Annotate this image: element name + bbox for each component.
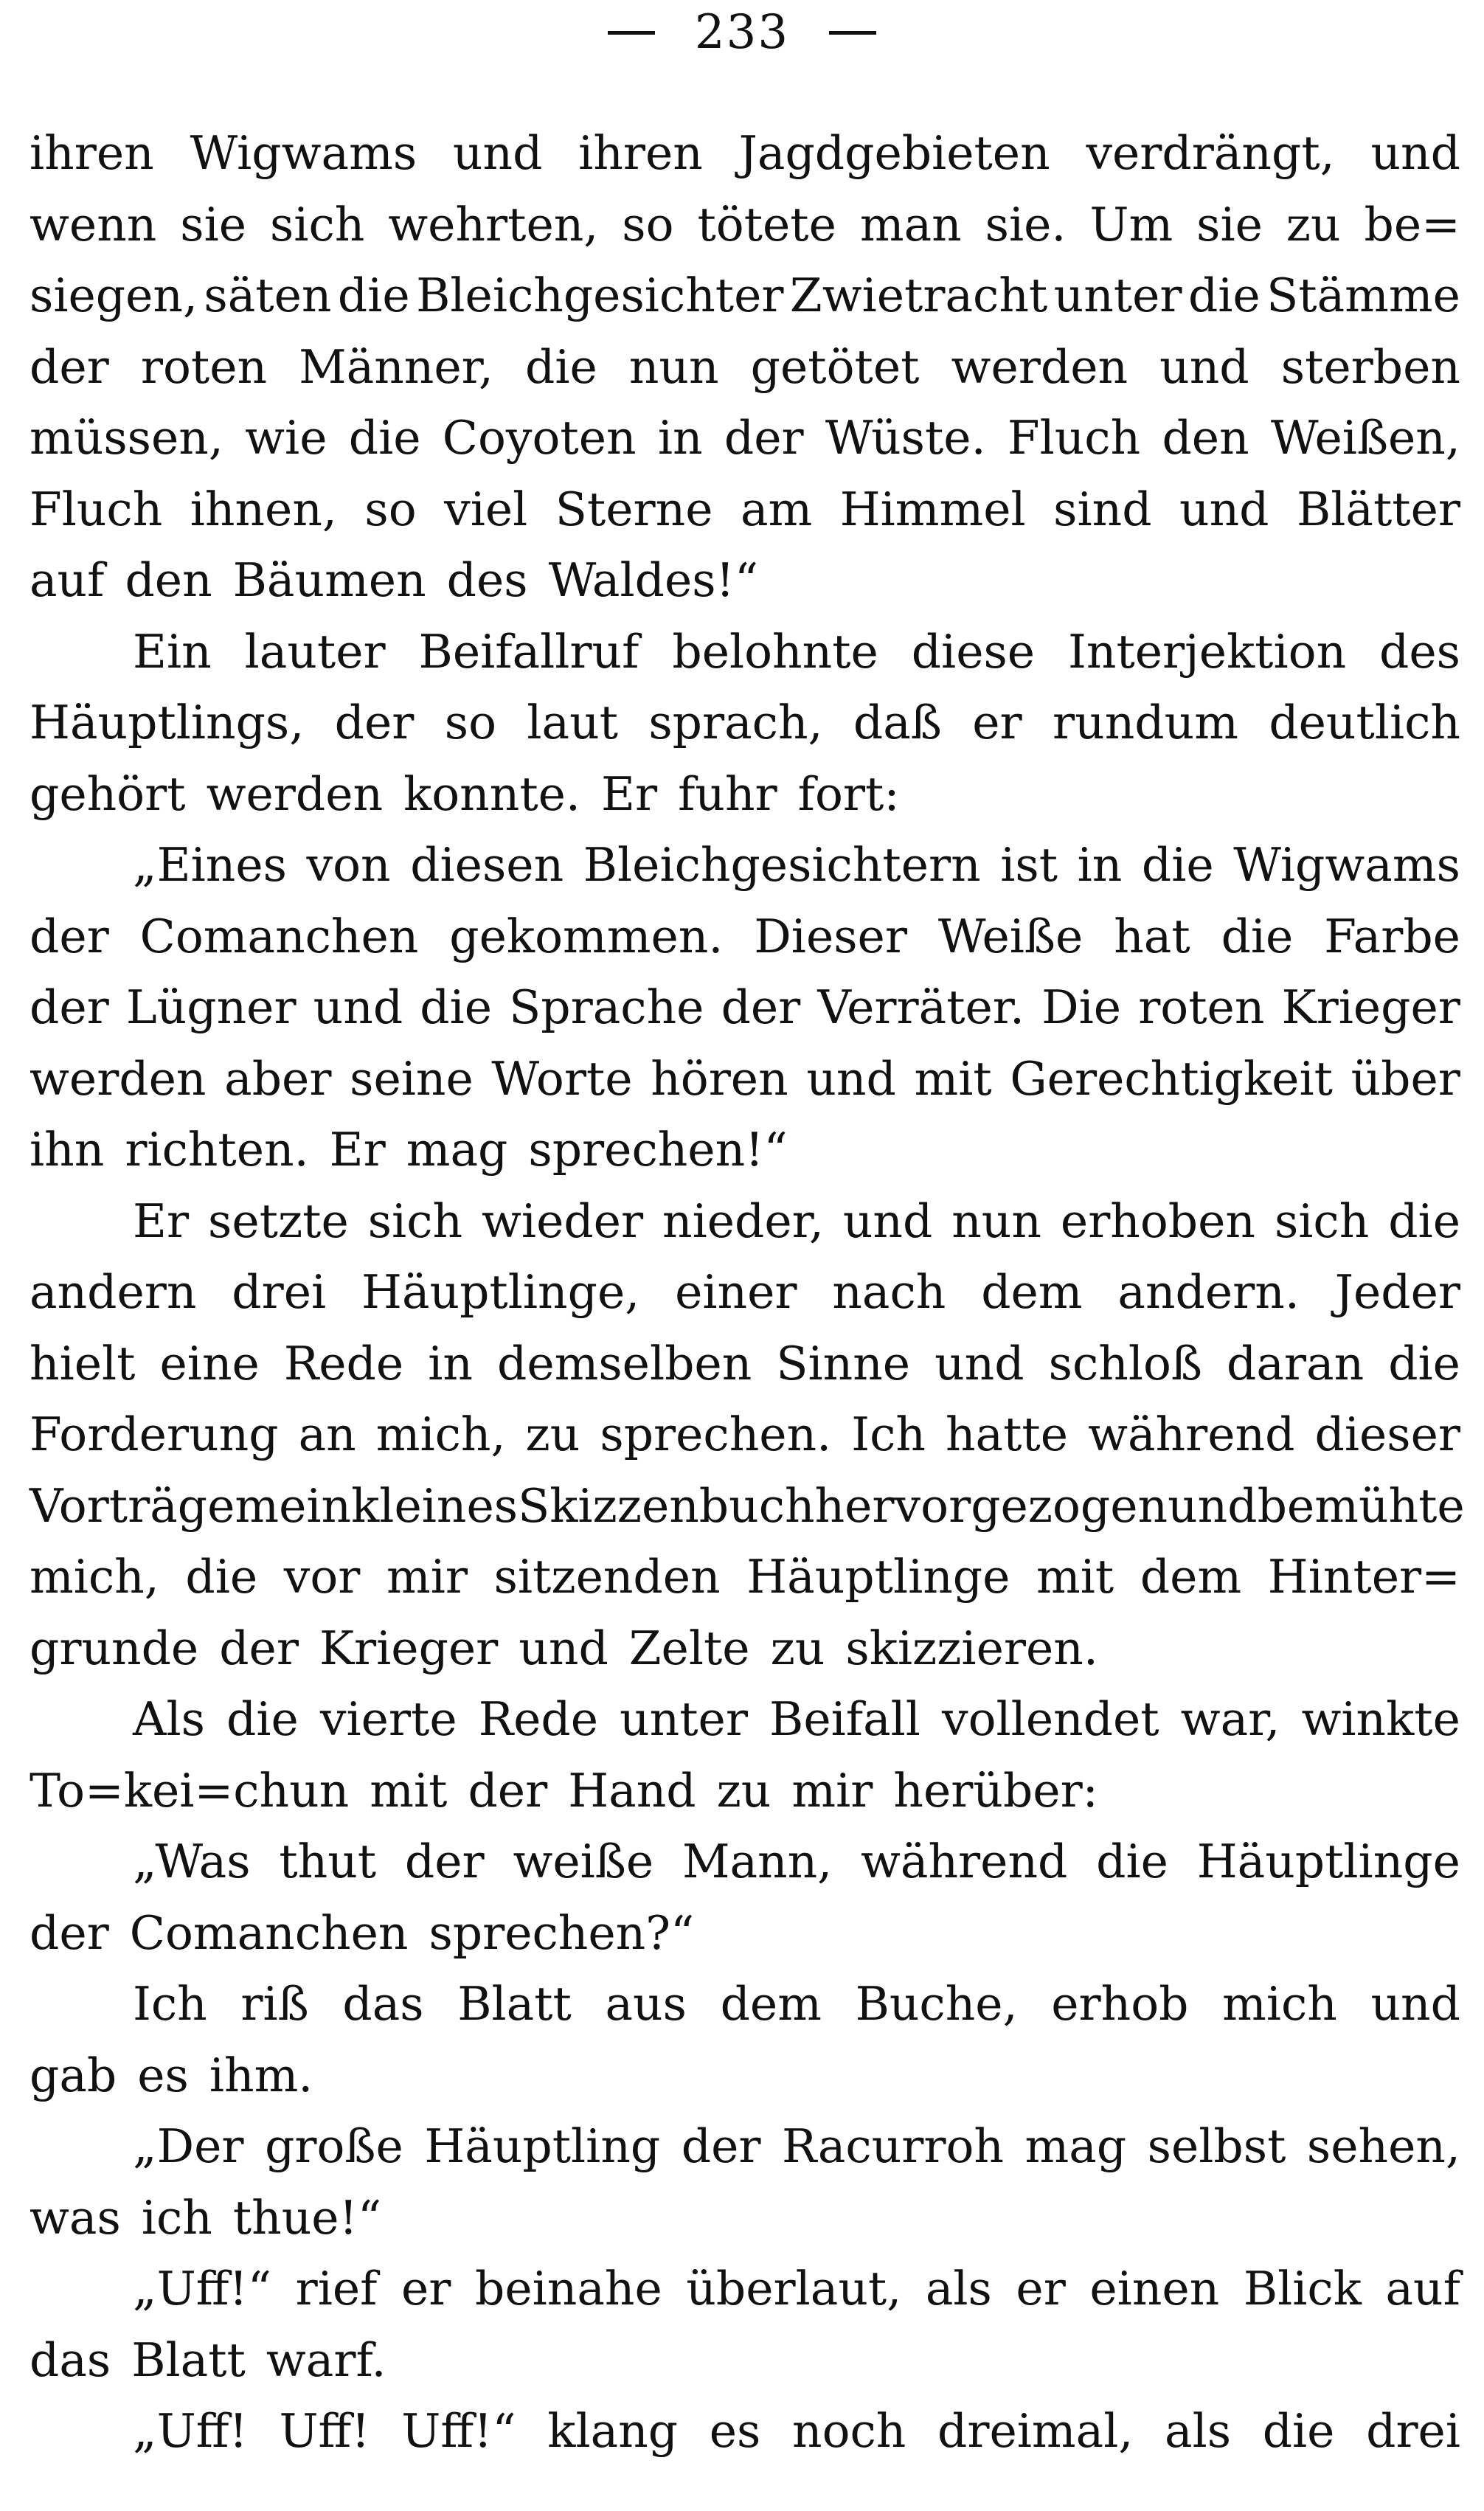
word: sich [269,197,365,252]
word: werden [30,1051,207,1106]
word: Coyoten [442,411,637,465]
word: gekommen. [449,909,724,963]
right-dash [829,31,876,35]
word: an [298,1407,356,1461]
word: To=kei=chun [30,1763,350,1818]
word: über [1350,1051,1460,1106]
word: Farbe [1324,909,1460,963]
word: sich [1274,1194,1370,1248]
word: belohnte [672,624,878,679]
word: die [337,269,410,322]
word: der [30,909,109,963]
word: ihren [578,126,703,180]
word: Als [133,1692,205,1746]
word: und [519,1621,608,1675]
word: sprechen. [600,1407,832,1461]
word: Racurroh [781,2119,1005,2173]
word: war, [1180,1692,1280,1746]
word: die [420,980,493,1034]
word: einen [1089,2262,1220,2316]
word: müssen, [30,411,223,465]
word: und [1370,1977,1460,2031]
word: Comanchen [139,909,419,963]
word: Beifall [769,1692,920,1746]
word: rief [295,2262,378,2316]
word: so [364,482,417,536]
word: skizzieren. [845,1621,1098,1675]
word: daß [853,696,942,749]
text-line [30,403,1460,474]
text-line [30,2111,1460,2183]
word: fort: [797,766,900,821]
text-line [30,972,1460,1044]
word: „Uff! [133,2404,248,2458]
word: von [306,838,391,892]
word: Die [1041,980,1122,1034]
word: die [1388,1336,1460,1390]
word: hat [1114,909,1190,963]
word: die [226,1692,299,1746]
word: Krieger [1281,980,1460,1034]
word: Häuptlinge, [361,1265,640,1319]
word: Jagdgebieten [738,126,1050,180]
word: mit [370,1763,448,1818]
word: Forderung [30,1407,279,1461]
word: Männer, [299,339,493,394]
word: Uff!“ [401,2404,516,2458]
word: nun [628,339,719,394]
text-line [30,474,1460,546]
word: verdrängt, [1086,126,1335,180]
word: die [524,339,597,394]
word: Ein [133,624,212,679]
word: hören [651,1051,788,1106]
text-line [30,901,1460,973]
word: richten. [125,1123,309,1177]
text-line [30,1613,1460,1685]
word: während [1088,1407,1295,1461]
word: das [342,1977,424,2031]
word: die [1388,1194,1460,1248]
word: ihm. [209,2048,313,2102]
word: Weißen, [1270,411,1460,465]
word: herüber: [893,1763,1098,1818]
text-line [30,118,1460,190]
word: und [1168,1478,1258,1533]
word: Blatt [131,2332,246,2387]
word: der [724,411,804,465]
left-dash [608,31,655,35]
word: sprach, [648,696,823,749]
word: „Was [133,1835,251,1888]
word: Skizzenbuch [518,1478,815,1533]
word: grunde [30,1621,199,1675]
word: die [1096,1835,1168,1888]
text-line [30,1044,1460,1115]
word: Comanchen [129,1905,409,1960]
text-line [30,617,1460,688]
word: hielt [30,1336,136,1390]
word: Lügner [125,980,297,1034]
word: überlaut, [686,2262,902,2316]
word: riß [240,1977,309,2031]
word: Wüste. [825,411,986,465]
word: Waldes!“ [548,553,759,607]
word: rundum [1053,696,1238,749]
word: Beifallruf [418,624,639,679]
word: vierte [319,1692,457,1746]
word: und [1370,126,1460,180]
word: sitzenden [493,1550,721,1604]
word: diesen [410,838,564,892]
word: Weiße [937,909,1083,963]
word: der [681,2119,761,2173]
word: und [1159,339,1249,394]
word: hervorgezogen [814,1478,1168,1533]
word: dem [720,1977,822,2031]
word: in [428,1336,473,1390]
word: am [740,482,813,536]
word: Häuptlings, [30,696,305,749]
word: und [313,980,403,1034]
word: Wigwams [1233,838,1460,892]
text-line [30,1329,1460,1400]
word: Hinter= [1267,1550,1460,1604]
word: ihnen, [190,482,337,536]
word: beinahe [474,2262,662,2316]
word: die [1141,838,1214,892]
text-line [30,1969,1460,2040]
word: der [30,1905,109,1960]
word: wenn [30,197,157,252]
word: das [30,2332,111,2387]
word: als [925,2262,992,2316]
word: er [401,2262,451,2316]
word: aus [605,1977,687,2031]
word: Dieser [754,909,907,963]
word: thue!“ [232,2190,382,2245]
word: klang [547,2404,679,2458]
text-line [30,1898,1460,1970]
word: mein [235,1478,352,1533]
word: sind [1053,482,1152,536]
word: dem [981,1265,1083,1319]
text-line [30,1399,1460,1471]
word: weiße [513,1835,654,1888]
word: man [859,197,962,252]
word: und [935,1336,1024,1390]
word: laut [527,696,618,749]
word: zu [770,1621,825,1675]
word: Um [1089,197,1173,252]
word: viel [444,482,528,536]
word: Fluch [30,482,163,536]
word: der [404,1835,485,1888]
word: schloß [1048,1336,1202,1390]
word: Rede [478,1692,599,1746]
word: so [444,696,496,749]
word: be= [1364,197,1460,252]
word: seine [350,1051,474,1106]
word: sterben [1280,339,1460,394]
text-line [30,830,1460,901]
text-line [30,1826,1460,1898]
word: die [185,1550,258,1604]
word: lauter [244,624,386,679]
text-line [30,545,1460,617]
word: werden [206,766,384,821]
word: deutlich [1269,696,1460,749]
word: Himmel [839,482,1026,536]
word: drei [1366,2404,1460,2458]
word: winkte [1301,1692,1460,1746]
word: der [30,980,109,1034]
word: erhoben [1060,1194,1255,1248]
word: Ich [133,1977,207,2031]
word: Er [133,1194,190,1248]
word: Gerechtigkeit [1010,1051,1333,1106]
word: es [137,2048,189,2102]
page-header [0,3,1484,62]
word: nach [832,1265,946,1319]
word: Worte [491,1051,633,1106]
word: Hand [568,1763,696,1818]
word: setzte [208,1194,349,1248]
word: selbst [1147,2119,1286,2173]
word: säten [204,269,332,322]
word: die [348,411,421,465]
word: der [334,696,415,749]
word: sie. [985,197,1067,252]
word: Bleichgesichter [416,269,784,322]
word: erhob [1051,1977,1189,2031]
text-line [30,1115,1460,1186]
word: Interjektion [1068,624,1347,679]
word: so [622,197,674,252]
word: in [1077,838,1123,892]
word: wie [245,411,327,465]
word: Krieger [319,1621,499,1675]
word: als [1165,2404,1232,2458]
word: Stämme [1266,269,1460,322]
word: „Der [133,2119,244,2173]
word: aber [224,1051,332,1106]
word: Uff! [279,2404,370,2458]
text-line [30,2040,1460,2112]
word: unter [620,1692,748,1746]
word: Rede [283,1336,404,1390]
text-line [30,2396,1460,2467]
word: dem [1140,1550,1242,1604]
word: Buche, [855,1977,1018,2031]
word: mich, [375,1407,506,1461]
word: vollendet [942,1692,1159,1746]
word: Fluch [1007,411,1141,465]
word: Verräter. [817,980,1025,1034]
word: noch [792,2404,906,2458]
word: unter [1053,269,1182,322]
word: ich [141,2190,212,2245]
word: gab [30,2048,117,2102]
text-line [30,2254,1460,2325]
word: „Eines [133,838,287,892]
word: die [1221,909,1294,963]
word: hatte [945,1407,1069,1461]
word: Bäumen [232,553,426,607]
word: Blätter [1296,482,1460,536]
word: Häuptlinge [1196,1835,1460,1888]
word: andern. [1117,1265,1300,1319]
word: ihren [30,126,154,180]
text-line [30,2325,1460,2397]
word: mir [791,1763,873,1818]
word: dreimal, [937,2404,1134,2458]
word: der [721,980,801,1034]
word: drei [232,1265,327,1319]
word: siegen, [30,269,198,322]
word: die [1187,269,1261,322]
text-line [30,1471,1465,1542]
word: und [452,126,543,180]
text-line [30,190,1460,261]
word: demselben [496,1336,752,1390]
word: was [30,2190,121,2245]
text-line [30,1542,1460,1613]
word: mich, [30,1550,159,1604]
word: roten [1138,980,1265,1034]
word: der [468,1763,548,1818]
word: sehen, [1306,2119,1460,2173]
word: thut [279,1835,377,1888]
word: mich [1222,1977,1337,2031]
word: die [1262,2404,1335,2458]
text-line [30,332,1460,404]
word: Häuptlinge [746,1550,1010,1604]
word: wieder [482,1194,644,1248]
word: es [709,2404,761,2458]
word: der [30,339,109,394]
word: „Uff!“ [133,2262,272,2316]
word: mit [914,1051,992,1106]
word: ihn [30,1123,105,1177]
word: mir [386,1550,468,1604]
text-line [30,2183,1460,2254]
word: auf [1385,2262,1460,2316]
word: diese [911,624,1036,679]
word: gehört [30,766,186,821]
word: mit [1036,1550,1114,1604]
word: sprechen!“ [528,1123,788,1177]
page-number: 233 [694,5,790,60]
word: Blick [1243,2262,1362,2316]
word: Ich [851,1407,926,1461]
word: wehrten, [388,197,599,252]
text-line [30,1756,1460,1827]
word: daran [1227,1336,1365,1390]
word: den [1162,411,1249,465]
word: Zwietracht [789,269,1048,322]
word: während [860,1835,1068,1888]
word: mag [406,1123,508,1177]
word: des [1379,624,1460,679]
word: Er [600,766,658,821]
word: mag [1024,2119,1127,2173]
word: auf [30,553,105,607]
word: sie [1196,197,1263,252]
text-line [30,1186,1460,1258]
word: und [1179,482,1269,536]
word: und [806,1051,896,1106]
word: fuhr [678,766,777,821]
word: Sinne [776,1336,911,1390]
word: ist [1000,838,1058,892]
word: Wigwams [190,126,417,180]
word: Bleichgesichtern [583,838,981,892]
text-line [30,1257,1460,1329]
word: warf. [266,2332,386,2387]
word: er [972,696,1022,749]
word: zu [1286,197,1341,252]
word: einer [675,1265,797,1319]
word: Sterne [555,482,713,536]
word: werden [951,339,1128,394]
word: große [265,2119,403,2173]
word: bemühte [1257,1478,1465,1533]
word: sie [180,197,247,252]
word: zu [716,1763,772,1818]
word: Blatt [457,1977,572,2031]
word: andern [30,1265,197,1319]
word: Jeder [1334,1265,1460,1319]
word: Sprache [509,980,704,1034]
word: der [219,1621,299,1675]
word: tötete [697,197,836,252]
word: in [657,411,703,465]
word: roten [140,339,268,394]
word: nieder, [662,1194,824,1248]
word: Er [329,1123,386,1177]
body-text [30,118,1465,2467]
word: konnte. [403,766,580,821]
word: Häuptling [424,2119,661,2173]
text-line [30,688,1460,759]
word: vor [283,1550,361,1604]
word: Zelte [628,1621,750,1675]
word: nun [951,1194,1041,1248]
word: zu [525,1407,580,1461]
word: kleines [351,1478,519,1533]
word: Vorträge [30,1478,235,1533]
word: den [125,553,212,607]
word: und [842,1194,933,1248]
word: getötet [750,339,920,394]
text-line [30,759,1460,831]
word: Mann, [682,1835,833,1888]
text-line [30,260,1460,332]
word: dieser [1314,1407,1460,1461]
word: des [446,553,528,607]
text-line [30,1684,1460,1756]
word: sich [367,1194,463,1248]
word: er [1016,2262,1066,2316]
word: sprechen?“ [429,1905,695,1960]
word: eine [159,1336,260,1390]
